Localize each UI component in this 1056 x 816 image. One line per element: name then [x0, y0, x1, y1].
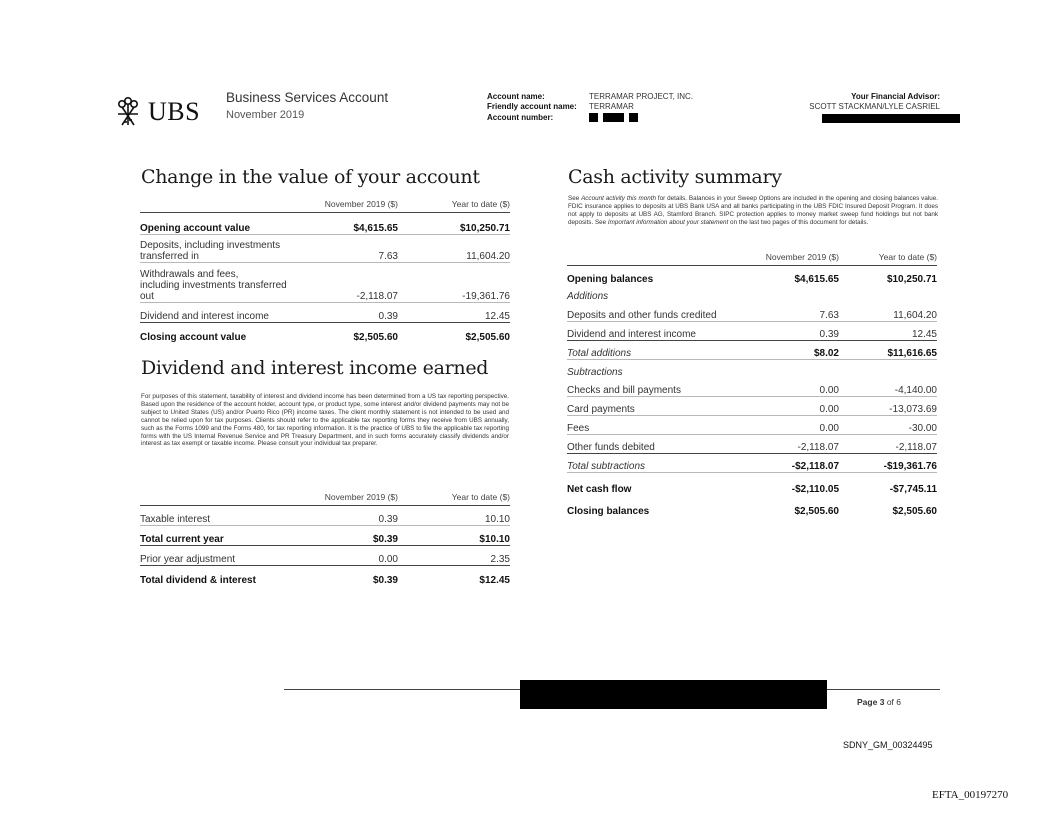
table-row	[140, 323, 510, 343]
table-row	[140, 506, 510, 526]
advisor-name: SCOTT STACKMAN/LYLE CASRIEL	[809, 102, 940, 111]
friendly-name-label: Friendly account name:	[487, 102, 577, 111]
ytd-value: 12.45	[839, 322, 937, 341]
ubs-logo	[112, 96, 204, 130]
row-label-line: out	[140, 291, 154, 302]
row-label: Net cash flow	[567, 483, 632, 495]
statement-period: November 2019	[226, 109, 305, 121]
month-value: 0.39	[737, 322, 839, 341]
efta-number: EFTA_00197270	[932, 789, 1009, 801]
ytd-value: $10,250.71	[886, 273, 937, 285]
ytd-value: -30.00	[839, 416, 937, 435]
row-label: Total subtractions	[567, 454, 737, 473]
note-emphasis: Important information about your statement	[607, 218, 729, 226]
row-label: Dividend and interest income	[140, 303, 310, 323]
ytd-value: $12.45	[479, 574, 510, 586]
month-value: 0.00	[737, 378, 839, 397]
table-row	[567, 473, 937, 495]
dividend-table	[140, 484, 510, 586]
page-total: 6	[896, 697, 902, 707]
table-row	[567, 416, 937, 435]
month-value: 0.39	[310, 303, 398, 323]
row-label: Total current year	[140, 526, 310, 546]
account-number-redaction	[589, 113, 598, 122]
ytd-value: -13,073.69	[839, 397, 937, 416]
dividend-section-title: Dividend and interest income earned	[141, 357, 489, 379]
table-row	[140, 546, 510, 566]
ytd-value: $11,616.65	[839, 341, 937, 360]
advisor-redaction	[822, 114, 960, 123]
ytd-value: $2,505.60	[465, 331, 510, 343]
ubs-keys-icon	[112, 96, 144, 128]
footer-redaction	[520, 680, 827, 709]
ytd-value: 10.10	[398, 506, 510, 526]
month-value: 0.00	[310, 546, 398, 566]
ytd-value: -4,140.00	[839, 378, 937, 397]
change-value-table	[140, 191, 510, 343]
ytd-value: $2,505.60	[892, 505, 937, 517]
month-value: $0.39	[310, 526, 398, 546]
note-text: for details. Balances in your Sweep Options are included in the opening and closing balances value. FDIC insurance applies to deposits at UBS Bank USA and all banks participating in the UBS FDIC Insured Deposit Program. It does not apply to deposits at UBS AG, Stamford Branch. SIPC protection applies to money market sweep fund holdings but not bank deposits. See	[568, 195, 938, 226]
ytd-value: -$7,745.11	[889, 483, 937, 495]
table-row	[567, 454, 937, 473]
ytd-value: 12.45	[398, 303, 510, 323]
row-label: Dividend and interest income	[567, 322, 737, 341]
month-value: -2,118.07	[737, 435, 839, 454]
row-label: Closing account value	[140, 331, 247, 343]
bates-number: SDNY_GM_00324495	[843, 740, 933, 750]
page-number	[857, 697, 901, 707]
ytd-value: 11,604.20	[398, 235, 510, 263]
row-label	[140, 235, 310, 263]
column-header-month: November 2019 ($)	[310, 191, 398, 213]
table-row	[567, 266, 937, 285]
month-value: 0.00	[737, 416, 839, 435]
ytd-value: -19,361.76	[398, 263, 510, 303]
table-row	[140, 303, 510, 323]
row-label: Deposits and other funds credited	[567, 302, 737, 322]
month-value: -2,118.07	[310, 263, 398, 303]
note-text: See	[568, 195, 582, 202]
column-header-ytd: Year to date ($)	[398, 484, 510, 506]
table-row	[140, 526, 510, 546]
row-label: Other funds debited	[567, 435, 737, 454]
cash-activity-table	[567, 244, 937, 517]
row-label: Opening account value	[140, 213, 310, 235]
month-value: $0.39	[372, 574, 398, 586]
page-of: of	[886, 697, 894, 707]
account-name-value: TERRAMAR PROJECT, INC.	[589, 92, 694, 101]
table-row	[567, 495, 937, 517]
month-value: $8.02	[737, 341, 839, 360]
tax-disclaimer-paragraph: For purposes of this statement, taxability of interest and dividend income has been determined from a US tax reporting perspective. Based upon the residence of the account holder, account type, or product type, some interest and/or dividend payments may not be subject to United States (US) and/or Puerto Rico (PR) income taxes. The client monthly statement is not intended to be used and cannot be relied upon for tax purposes. Clients should refer to the applicable tax reporting forms they receive from UBS annually, such as the Forms 1099 and the Forms 480, for tax reporting information. It is the practice of UBS to file the applicable tax reporting forms with the US Internal Revenue Service and PR Treasury Department, and in such forms accurately classify dividends and/or interest as tax exempt or taxable income. Please consult your individual tax preparer.	[141, 393, 509, 448]
ytd-value: $10.10	[398, 526, 510, 546]
table-header	[140, 191, 510, 213]
row-label: Taxable interest	[140, 506, 310, 526]
column-header-month: November 2019 ($)	[737, 244, 839, 266]
brand-wordmark: UBS	[148, 97, 201, 126]
friendly-name-value: TERRAMAR	[589, 102, 634, 111]
account-number-redaction	[603, 113, 624, 122]
table-row	[567, 302, 937, 322]
row-label-line: transferred in	[140, 251, 199, 262]
month-value: $4,615.65	[310, 213, 398, 235]
page-current: 3	[879, 697, 885, 707]
group-label-additions: Additions	[567, 290, 609, 302]
table-row	[140, 263, 510, 303]
note-emphasis: Account activity this month	[581, 195, 656, 202]
advisor-label: Your Financial Advisor:	[851, 92, 940, 101]
ytd-value: 2.35	[398, 546, 510, 566]
table-row	[567, 322, 937, 341]
row-label: Prior year adjustment	[140, 546, 310, 566]
table-row	[140, 213, 510, 235]
row-label-line: Withdrawals and fees,	[140, 269, 239, 280]
table-header	[140, 484, 510, 506]
ytd-value: 11,604.20	[839, 302, 937, 322]
month-value: $2,505.60	[353, 331, 398, 343]
ytd-value: -$19,361.76	[839, 454, 937, 473]
row-label-line: Deposits, including investments	[140, 240, 281, 251]
month-value: 0.00	[737, 397, 839, 416]
row-label	[140, 263, 310, 303]
ytd-value: -2,118.07	[839, 435, 937, 454]
row-label: Fees	[567, 416, 737, 435]
table-row	[567, 378, 937, 397]
month-value: 0.39	[310, 506, 398, 526]
table-row	[567, 341, 937, 360]
account-number-label: Account number:	[487, 113, 554, 122]
month-value: $4,615.65	[794, 273, 839, 285]
table-row	[140, 566, 510, 586]
group-label-subtractions: Subtractions	[567, 366, 623, 378]
table-row	[567, 285, 937, 302]
page-label: Page	[857, 697, 878, 707]
month-value: -$2,118.07	[737, 454, 839, 473]
table-header	[567, 244, 937, 266]
cash-activity-title: Cash activity summary	[568, 166, 782, 188]
table-row	[140, 235, 510, 263]
month-value: -$2,110.05	[791, 483, 839, 495]
table-row	[567, 435, 937, 454]
month-value: 7.63	[737, 302, 839, 322]
change-value-title: Change in the value of your account	[141, 166, 480, 188]
account-name-label: Account name:	[487, 92, 545, 101]
row-label: Closing balances	[567, 505, 650, 517]
cash-activity-note	[568, 195, 938, 227]
table-row	[567, 397, 937, 416]
row-label-line: including investments transferred	[140, 280, 287, 291]
row-label: Total additions	[567, 341, 737, 360]
account-number-redaction	[629, 113, 638, 122]
row-label: Card payments	[567, 397, 737, 416]
column-header-ytd: Year to date ($)	[839, 244, 937, 266]
note-text: on the last two pages of this document for details.	[728, 218, 869, 226]
row-label: Total dividend & interest	[140, 574, 256, 586]
account-title: Business Services Account	[226, 90, 389, 105]
row-label: Opening balances	[567, 273, 654, 285]
column-header-month: November 2019 ($)	[310, 484, 398, 506]
table-row	[567, 360, 937, 378]
column-header-ytd: Year to date ($)	[398, 191, 510, 213]
month-value: $2,505.60	[794, 505, 839, 517]
row-label: Checks and bill payments	[567, 378, 737, 397]
ytd-value: $10,250.71	[398, 213, 510, 235]
month-value: 7.63	[310, 235, 398, 263]
